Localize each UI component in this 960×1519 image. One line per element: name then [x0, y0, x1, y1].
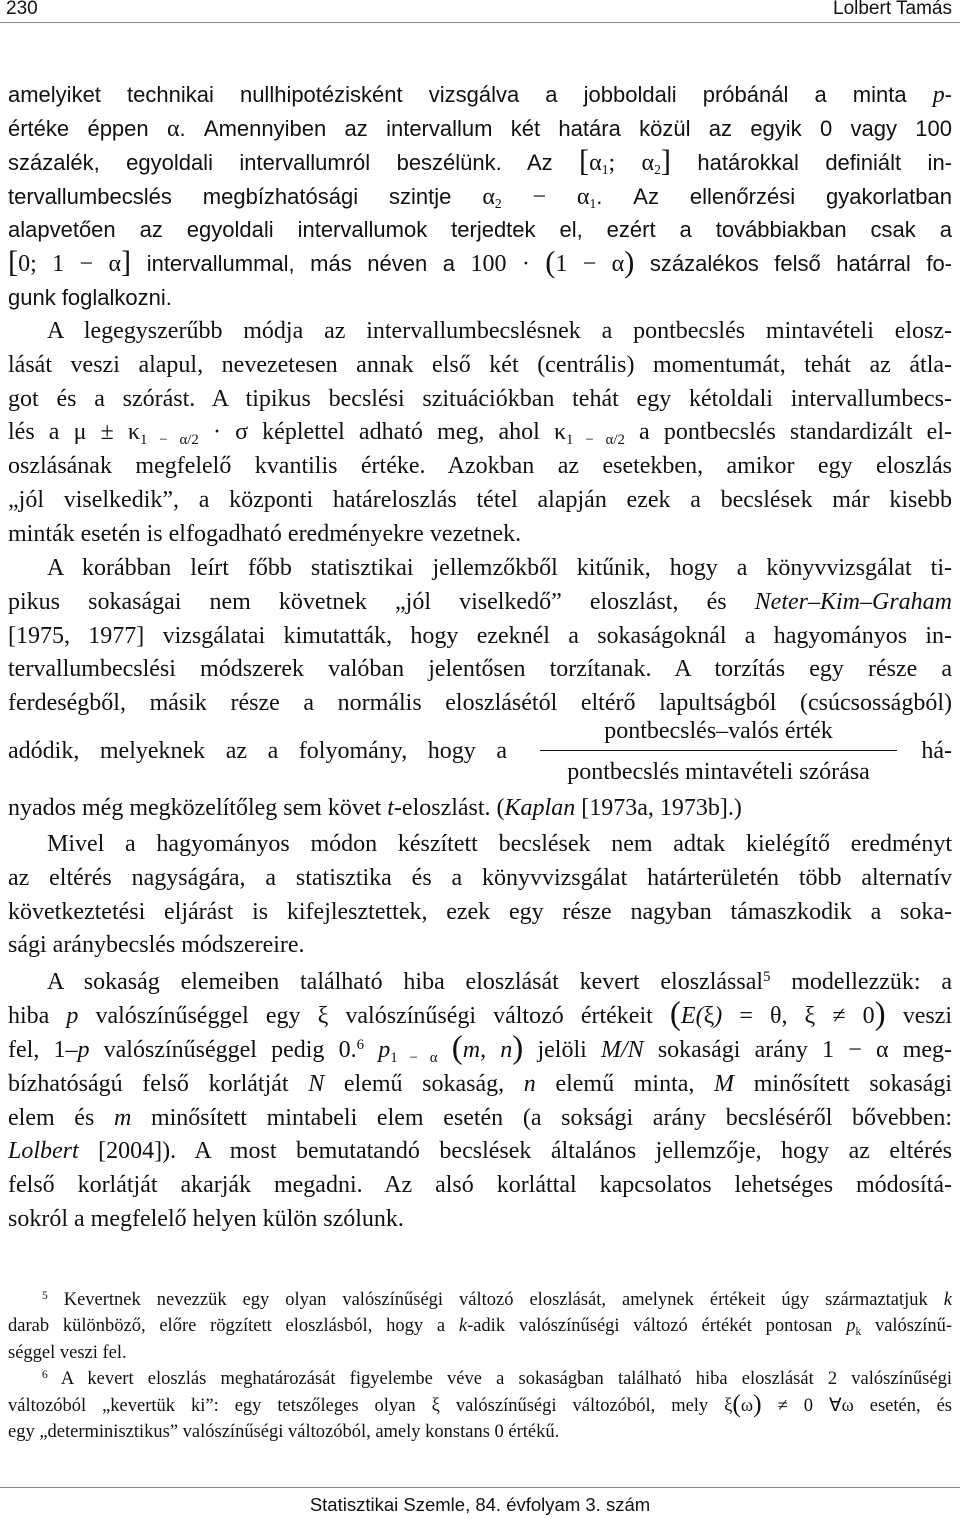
text-run: minősített mintabeli elem esetén (a soksági arány becsléséről bővebben: [131, 1104, 952, 1131]
text-run: elem és [8, 1104, 114, 1131]
math-symbol: 100 · [470, 251, 546, 278]
math-symbol: 1 − α [555, 251, 625, 278]
italic-text: t [387, 795, 394, 822]
math-symbol: μ ± κ [73, 419, 140, 446]
paragraph [8, 552, 952, 826]
text-run: minősített sokasági [734, 1070, 952, 1097]
fraction-trailing-text: há- [921, 738, 952, 765]
subscript: 1 [601, 162, 609, 178]
text-run: százalék, egyoldali intervallumról beszélünk. Az [8, 149, 580, 175]
text-run: tervallumbecslés megbízhatósági szintje [8, 183, 483, 209]
text-run: tervallumbecslési módszerek valóban jelentősen torzítanak. A torzítás egy része a [8, 656, 952, 683]
text-run: valószínű- [861, 1316, 953, 1337]
math-symbol: ∀ω [828, 1395, 854, 1416]
text-line [8, 1029, 953, 1068]
math-symbol: 1 − α [822, 1036, 889, 1063]
fraction-numerator: pontbecslés–valós érték [604, 718, 833, 745]
text-line [8, 1287, 952, 1313]
text-run: nyados még megközelítőleg sem követ [8, 795, 388, 822]
text-run: képlettel adható meg, ahol [248, 419, 554, 446]
text-run: pikus sokaságai nem követnek „jól viselkedő” eloszlást, és [8, 588, 755, 615]
text-line [8, 1203, 952, 1237]
math-symbol: α [166, 115, 180, 142]
italic-text: p [77, 1036, 90, 1063]
text-run: minták esetén is elfogadható eredményekre vezetnek. [8, 520, 522, 547]
text-run: meg- [888, 1036, 953, 1063]
text-run: az eltérés nagyságára, a statisztika és a könyvvizsgálat határterületén több alternatív [8, 864, 952, 891]
text-line [8, 896, 952, 930]
text-line [8, 518, 952, 552]
text-run: alapvetően az egyoldali intervallumok terjedtek el, ezért a továbbiakban csak a [8, 217, 952, 243]
italic-text: k [943, 1290, 952, 1310]
text-run: sági aránybecslés módszereire. [8, 932, 305, 959]
text-line [8, 143, 953, 180]
text-run: esetén, és [853, 1395, 952, 1416]
large-bracket: ( [545, 245, 556, 280]
paragraph [8, 828, 952, 963]
text-run: elemű minta, [535, 1070, 715, 1097]
text-line [8, 383, 952, 417]
italic-text: Kaplan [504, 795, 576, 822]
text-line [8, 247, 952, 281]
large-bracket: ( [669, 995, 681, 1033]
footnote [8, 1287, 952, 1366]
math-symbol: ω [740, 1395, 754, 1416]
text-run: bízhatóságú felső korlátját [8, 1070, 309, 1097]
text-run: százalékos felső határral fo- [634, 251, 953, 277]
text-run: sokasági arány [643, 1036, 823, 1063]
italic-text: n [523, 1070, 536, 1097]
text-line [8, 586, 952, 620]
text-line [8, 112, 952, 146]
fraction-denominator: pontbecslés mintavételi szórása [567, 759, 870, 786]
text-line [8, 281, 952, 315]
text-run: hiba [8, 1003, 67, 1030]
text-line [8, 1340, 952, 1366]
italic-text: ) [714, 1003, 723, 1030]
superscript: 5 [42, 1289, 48, 1302]
subscript: 2 [654, 162, 661, 178]
text-run: egy „determinisztikus” valószínűségi változóból, amely konstans 0 értékű. [8, 1421, 560, 1442]
footnote [8, 1366, 952, 1445]
text-run: [2004]). A most bemutatandó becslések általános jellemzője, hogy az eltérés [78, 1138, 952, 1165]
text-run: fel, 1– [8, 1036, 78, 1063]
italic-text: M/N [600, 1036, 644, 1063]
text-run [813, 1396, 829, 1416]
text-run: séggel veszi fel. [8, 1342, 127, 1363]
text-line [8, 929, 952, 963]
italic-text: Neter–Kim–Graham [754, 588, 952, 615]
paragraph [8, 966, 952, 1237]
text-run: oszlásának megfelelő kvantilis értéke. Azokban az esetekben, amikor egy eloszlás [8, 453, 952, 480]
text-line [8, 1135, 952, 1169]
italic-text: N [308, 1070, 325, 1097]
text-run: elemű sokaság, [324, 1070, 524, 1097]
page-header [0, 0, 960, 23]
text-run: [1973a, 1973b].) [575, 795, 742, 822]
text-line [8, 828, 952, 862]
text-run: következtetési eljárást is kifejlesztettek, ezek egy része nagyban támaszkodik a soka- [8, 898, 952, 925]
math-symbol: ξ [724, 1395, 733, 1416]
text-line [8, 349, 952, 383]
text-run: Mivel a hagyományos módon készített becslések nem adtak kielégítő eredményt [47, 830, 952, 857]
footer-rule [0, 1487, 960, 1488]
large-bracket: ] [121, 245, 132, 280]
paragraph [8, 315, 952, 552]
math-symbol: α [589, 149, 602, 176]
large-bracket: ) [874, 995, 886, 1033]
text-run: határokkal definiált in- [671, 149, 953, 175]
large-bracket: [ [8, 245, 19, 280]
superscript: 5 [763, 969, 771, 986]
text-line [8, 1169, 952, 1203]
text-run: felső korlátját akarják megadni. Az alsó korláttal kapcsolatos lehetséges módosítá- [8, 1172, 952, 1199]
text-run: -eloszlást. ( [393, 795, 505, 822]
text-run: valószínűségi változóból, mely [439, 1395, 725, 1416]
text-line [8, 484, 952, 518]
text-run: A kevert eloszlás meghatározását figyelembe véve a sokaságban található hiba eloszlását 2 valószínűségi [47, 1369, 952, 1390]
text-run: gunk foglalkozni. [8, 285, 172, 311]
text-run: változóból „kevertük ki”: egy tetszőleges olyan [8, 1395, 432, 1416]
math-symbol: κ [553, 419, 567, 446]
text-line [8, 450, 952, 484]
text-run: valószínűséggel egy [78, 1003, 318, 1030]
text-line [8, 1388, 952, 1419]
math-symbol: ξ [703, 1003, 715, 1030]
fraction-line [8, 718, 952, 792]
superscript: 6 [42, 1368, 48, 1381]
text-run: veszi [885, 1003, 953, 1030]
text-run: amelyiket technikai nullhipotézisként vizsgálva a jobboldali próbánál a minta [8, 82, 933, 107]
text-run: ferdeségből, másik része a normális eloszlásétól eltérő lapultságból (csúcsosságból) [8, 690, 952, 717]
text-run: Kevertnek nevezzük egy olyan valószínűségi változó eloszlását, amelynek értékeit úgy származtatjuk [47, 1290, 944, 1310]
math-symbol: ξ [431, 1395, 440, 1416]
italic-text: p [66, 1003, 79, 1030]
text-line [8, 862, 952, 896]
text-line [8, 78, 952, 112]
text-line [8, 180, 952, 214]
italic-text: E( [680, 1003, 704, 1030]
text-run: . Az ellenőrzési gyakorlatban [596, 183, 952, 209]
text-run: darab különböző, előre rögzített eloszlásból, hogy a [8, 1316, 459, 1337]
italic-text: p [932, 82, 945, 108]
math-symbol: ξ [317, 1003, 329, 1030]
large-bracket: ] [660, 143, 671, 178]
running-head-author: Lolbert Tamás [833, 0, 952, 19]
text-line [8, 552, 952, 586]
text-line [8, 966, 952, 1000]
text-line [8, 1366, 952, 1392]
large-bracket: ( [451, 1029, 463, 1067]
subscript: 1 [589, 195, 597, 211]
text-run: intervallummal, más néven a [131, 251, 471, 277]
text-run: „jól viselkedik”, a központi határeloszlás tétel alapján ezek a becslések már kisebb [8, 487, 952, 514]
text-run: - [944, 82, 952, 107]
text-run: valószínűséggel pedig 0. [89, 1036, 357, 1063]
footnotes [8, 1287, 952, 1445]
text-line [8, 416, 952, 450]
text-run [364, 1037, 378, 1063]
subscript: 2 [494, 195, 502, 211]
italic-text: Lolbert [8, 1138, 79, 1165]
fraction-lead-text: adódik, melyeknek az a folyomány, hogy a [8, 738, 507, 765]
text-run [438, 1037, 452, 1063]
text-line [8, 1419, 952, 1445]
text-run: lés a [8, 419, 74, 446]
large-bracket: ) [624, 245, 635, 280]
large-bracket: [ [579, 143, 590, 178]
math-symbol: 0; 1 − α [18, 251, 122, 278]
math-symbol: = θ, ξ ≠ 0 [722, 1003, 875, 1030]
journal-citation: Statisztikai Szemle, 84. évfolyam 3. szám [309, 1494, 651, 1515]
page-number: 230 [6, 0, 38, 19]
text-line [8, 1102, 952, 1136]
text-run: -adik valószínűségi változó értékét pontosan [467, 1316, 847, 1337]
paragraph [8, 78, 952, 315]
math-symbol: · σ [198, 419, 249, 446]
text-line [8, 653, 952, 687]
text-run: valószínűségi változó értékeit [328, 1003, 670, 1030]
subscript: 1 − α/2 [139, 432, 199, 449]
italic-text: p [846, 1316, 856, 1337]
text-run: A korábban leírt főbb statisztikai jellemzőkből kitűnik, hogy a könyvvizsgálat ti- [47, 554, 952, 581]
large-bracket: ( [732, 1388, 741, 1418]
superscript: 6 [356, 1036, 365, 1053]
text-run: . Amennyiben az intervallum két határa közül az egyik 0 vagy 100 [179, 115, 953, 141]
text-run: modellezzük: a [770, 969, 952, 996]
text-run: értéke éppen [8, 115, 167, 141]
text-run: A legegyszerűbb módja az intervallumbecslésnek a pontbecslés mintavételi elosz- [47, 317, 952, 344]
text-run: lását veszi alapul, nevezetesen annak első két (centrális) momentumát, tehát az átla- [8, 351, 952, 378]
text-line [8, 213, 952, 247]
italic-text: p [378, 1036, 391, 1063]
math-symbol: α [482, 183, 495, 210]
text-run: got és a szórást. A tipikus becslési szituációkban tehát egy kétoldali intervallumbecs- [8, 385, 952, 412]
large-bracket: ) [512, 1029, 524, 1067]
body-text [8, 78, 952, 1237]
text-run: [1975, 1977] vizsgálatai kimutatták, hogy ezeknél a sokaságoknál a hagyományos in- [8, 622, 952, 649]
text-run: A sokaság elemeiben található hiba eloszlását kevert eloszlással [47, 969, 764, 996]
math-symbol: − α [501, 183, 590, 210]
subscript: k [855, 1326, 862, 1339]
text-run: sokról a megfelelő helyen külön szólunk. [8, 1206, 404, 1233]
text-line [8, 1313, 952, 1339]
italic-text: m [113, 1104, 132, 1131]
text-line [8, 792, 952, 826]
italic-text: m, n [462, 1036, 513, 1063]
text-line [8, 315, 952, 349]
large-bracket: ) [753, 1388, 762, 1418]
math-symbol: ≠ 0 [761, 1395, 813, 1416]
text-line [8, 995, 953, 1034]
subscript: 1 − α [390, 1049, 438, 1066]
italic-text: k [458, 1316, 468, 1337]
subscript: 1 − α/2 [566, 432, 625, 449]
text-run: a pontbecslés standardizált el- [624, 419, 952, 446]
text-line [8, 620, 952, 654]
fraction-bar [540, 750, 897, 751]
text-line [8, 1068, 952, 1102]
math-symbol: ; α [608, 149, 655, 176]
text-run: jelöli [523, 1036, 601, 1063]
italic-text: M [714, 1070, 735, 1097]
